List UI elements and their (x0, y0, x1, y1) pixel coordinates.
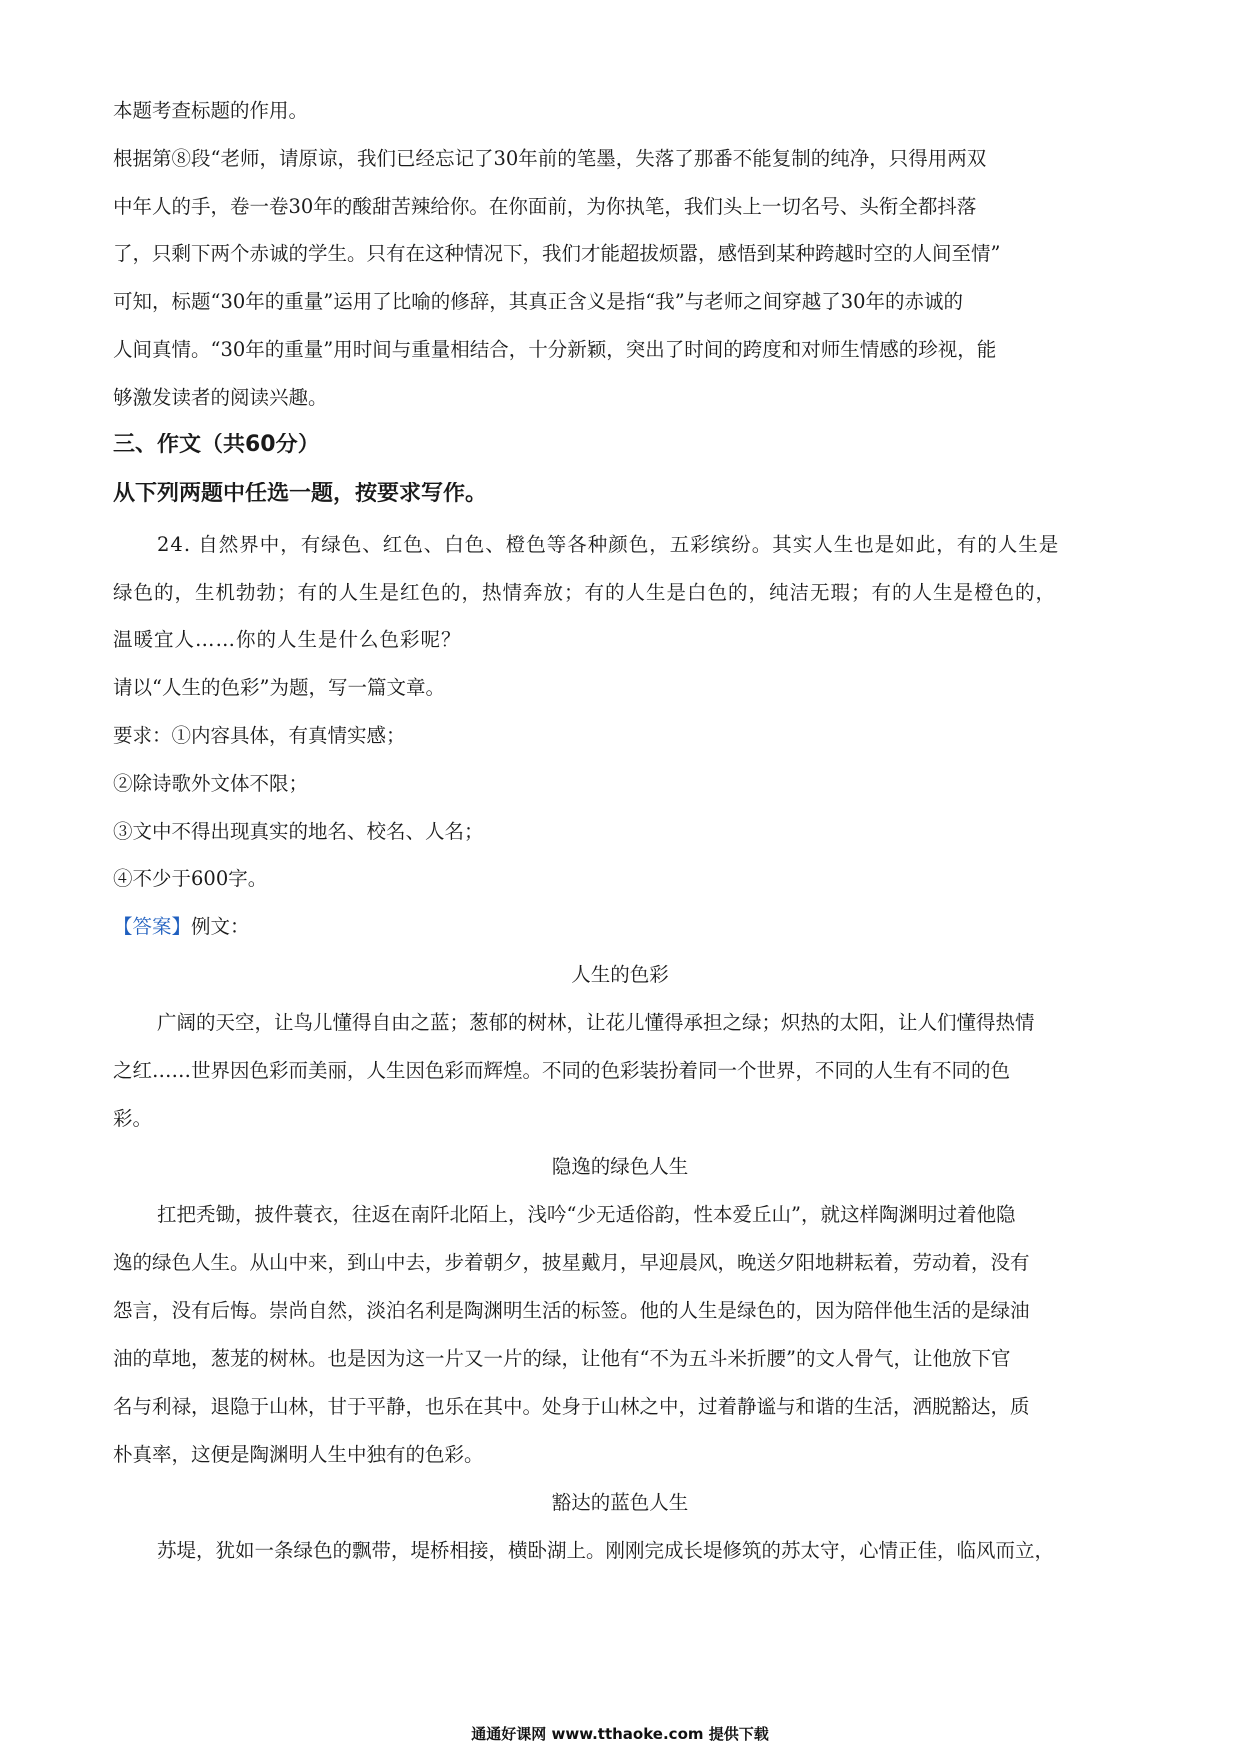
essay-line: 广阔的天空，让鸟儿懂得自由之蓝；葱郁的树林，让花儿懂得承担之绿；炽热的太阳，让人们懂得热情 (157, 1011, 1035, 1034)
essay-line: 之红……世界因色彩而美丽，人生因色彩而辉煌。不同的色彩装扮着同一个世界，不同的人生有不同的色 (113, 1059, 1011, 1082)
analysis-lead: 本题考查标题的作用。 (113, 99, 309, 122)
analysis-line: 根据第⑧段“老师，请原谅，我们已经忘记了30年前的笔墨，失落了那番不能复制的纯净，只得用两双 (113, 147, 987, 170)
answer-tag: 【答案】 (113, 915, 192, 938)
essay-line: 逸的绿色人生。从山中来，到山中去，步着朝夕，披星戴月，早迎晨风，晚送夕阳地耕耘着，劳动着，没有 (113, 1251, 1030, 1274)
essay-line: 苏堤，犹如一条绿色的飘带，堤桥相接，横卧湖上。刚刚完成长堤修筑的苏太守，心情正佳，临风而立， (157, 1539, 1055, 1562)
question-line: 温暖宜人……你的人生是什么色彩呢？ (113, 628, 462, 651)
question-line: 绿色的，生机勃勃；有的人生是红色的，热情奔放；有的人生是白色的，纯洁无瑕；有的人生是橙色的， (113, 581, 1057, 604)
essay-line: 扛把秃锄，披件蓑衣，往返在南阡北陌上，浅吟“少无适俗韵，性本爱丘山”，就这样陶渊明过着他隐 (157, 1203, 1016, 1226)
essay-line: 名与利禄，退隐于山林，甘于平静，也乐在其中。处身于山林之中，过着静谧与和谐的生活，洒脱豁达，质 (113, 1395, 1030, 1418)
answer-header (113, 915, 1133, 939)
essay-line: 油的草地，葱茏的树林。也是因为这一片又一片的绿，让他有“不为五斗米折腰”的文人骨气，让他放下官 (113, 1347, 1011, 1370)
essay-title: 人生的色彩 (571, 963, 669, 986)
requirement-item: ③文中不得出现真实的地名、校名、人名； (113, 820, 484, 843)
essay-line: 怨言，没有后悔。崇尚自然，淡泊名利是陶渊明生活的标签。他的人生是绿色的，因为陪伴他生活的是绿油 (113, 1299, 1030, 1322)
answer-label: 例文： (191, 915, 250, 938)
essay-subtitle: 豁达的蓝色人生 (551, 1491, 689, 1514)
essay-line: 彩。 (113, 1107, 153, 1130)
analysis-line: 人间真情。“30年的重量”用时间与重量相结合，十分新颖，突出了时间的跨度和对师生情感的珍视，能 (113, 338, 997, 361)
requirement-item: ②除诗歌外文体不限； (113, 772, 309, 795)
requirement-item: 要求：①内容具体，有真情实感； (113, 724, 406, 747)
essay-subtitle: 隐逸的绿色人生 (551, 1155, 689, 1178)
requirement-item: ④不少于600字。 (113, 867, 268, 890)
analysis-line: 够激发读者的阅读兴趣。 (113, 386, 328, 409)
analysis-line: 了，只剩下两个赤诚的学生。只有在这种情况下，我们才能超拔烦嚣，感悟到某种跨越时空的人间至情” (113, 242, 1001, 265)
question-prompt: 请以“人生的色彩”为题，写一篇文章。 (113, 676, 445, 699)
analysis-line: 中年人的手，卷一卷30年的酸甜苦辣给你。在你面前，为你执笔，我们头上一切名号、头衔全都抖落 (113, 195, 977, 218)
essay-line: 朴真率，这便是陶渊明人生中独有的色彩。 (113, 1443, 484, 1466)
section-title: 三、作文（共60分） (113, 433, 320, 457)
analysis-line: 可知，标题“30年的重量”运用了比喻的修辞，其真正含义是指“我”与老师之间穿越了30年的赤诚的 (113, 290, 964, 313)
section-instruction: 从下列两题中任选一题，按要求写作。 (113, 482, 488, 506)
question-line: 24. 自然界中，有绿色、红色、白色、橙色等各种颜色，五彩缤纷。其实人生也是如此，有的人生是 (157, 533, 1060, 556)
footer-credit: 通通好课网 www.tthaoke.com 提供下载 (471, 1725, 769, 1743)
